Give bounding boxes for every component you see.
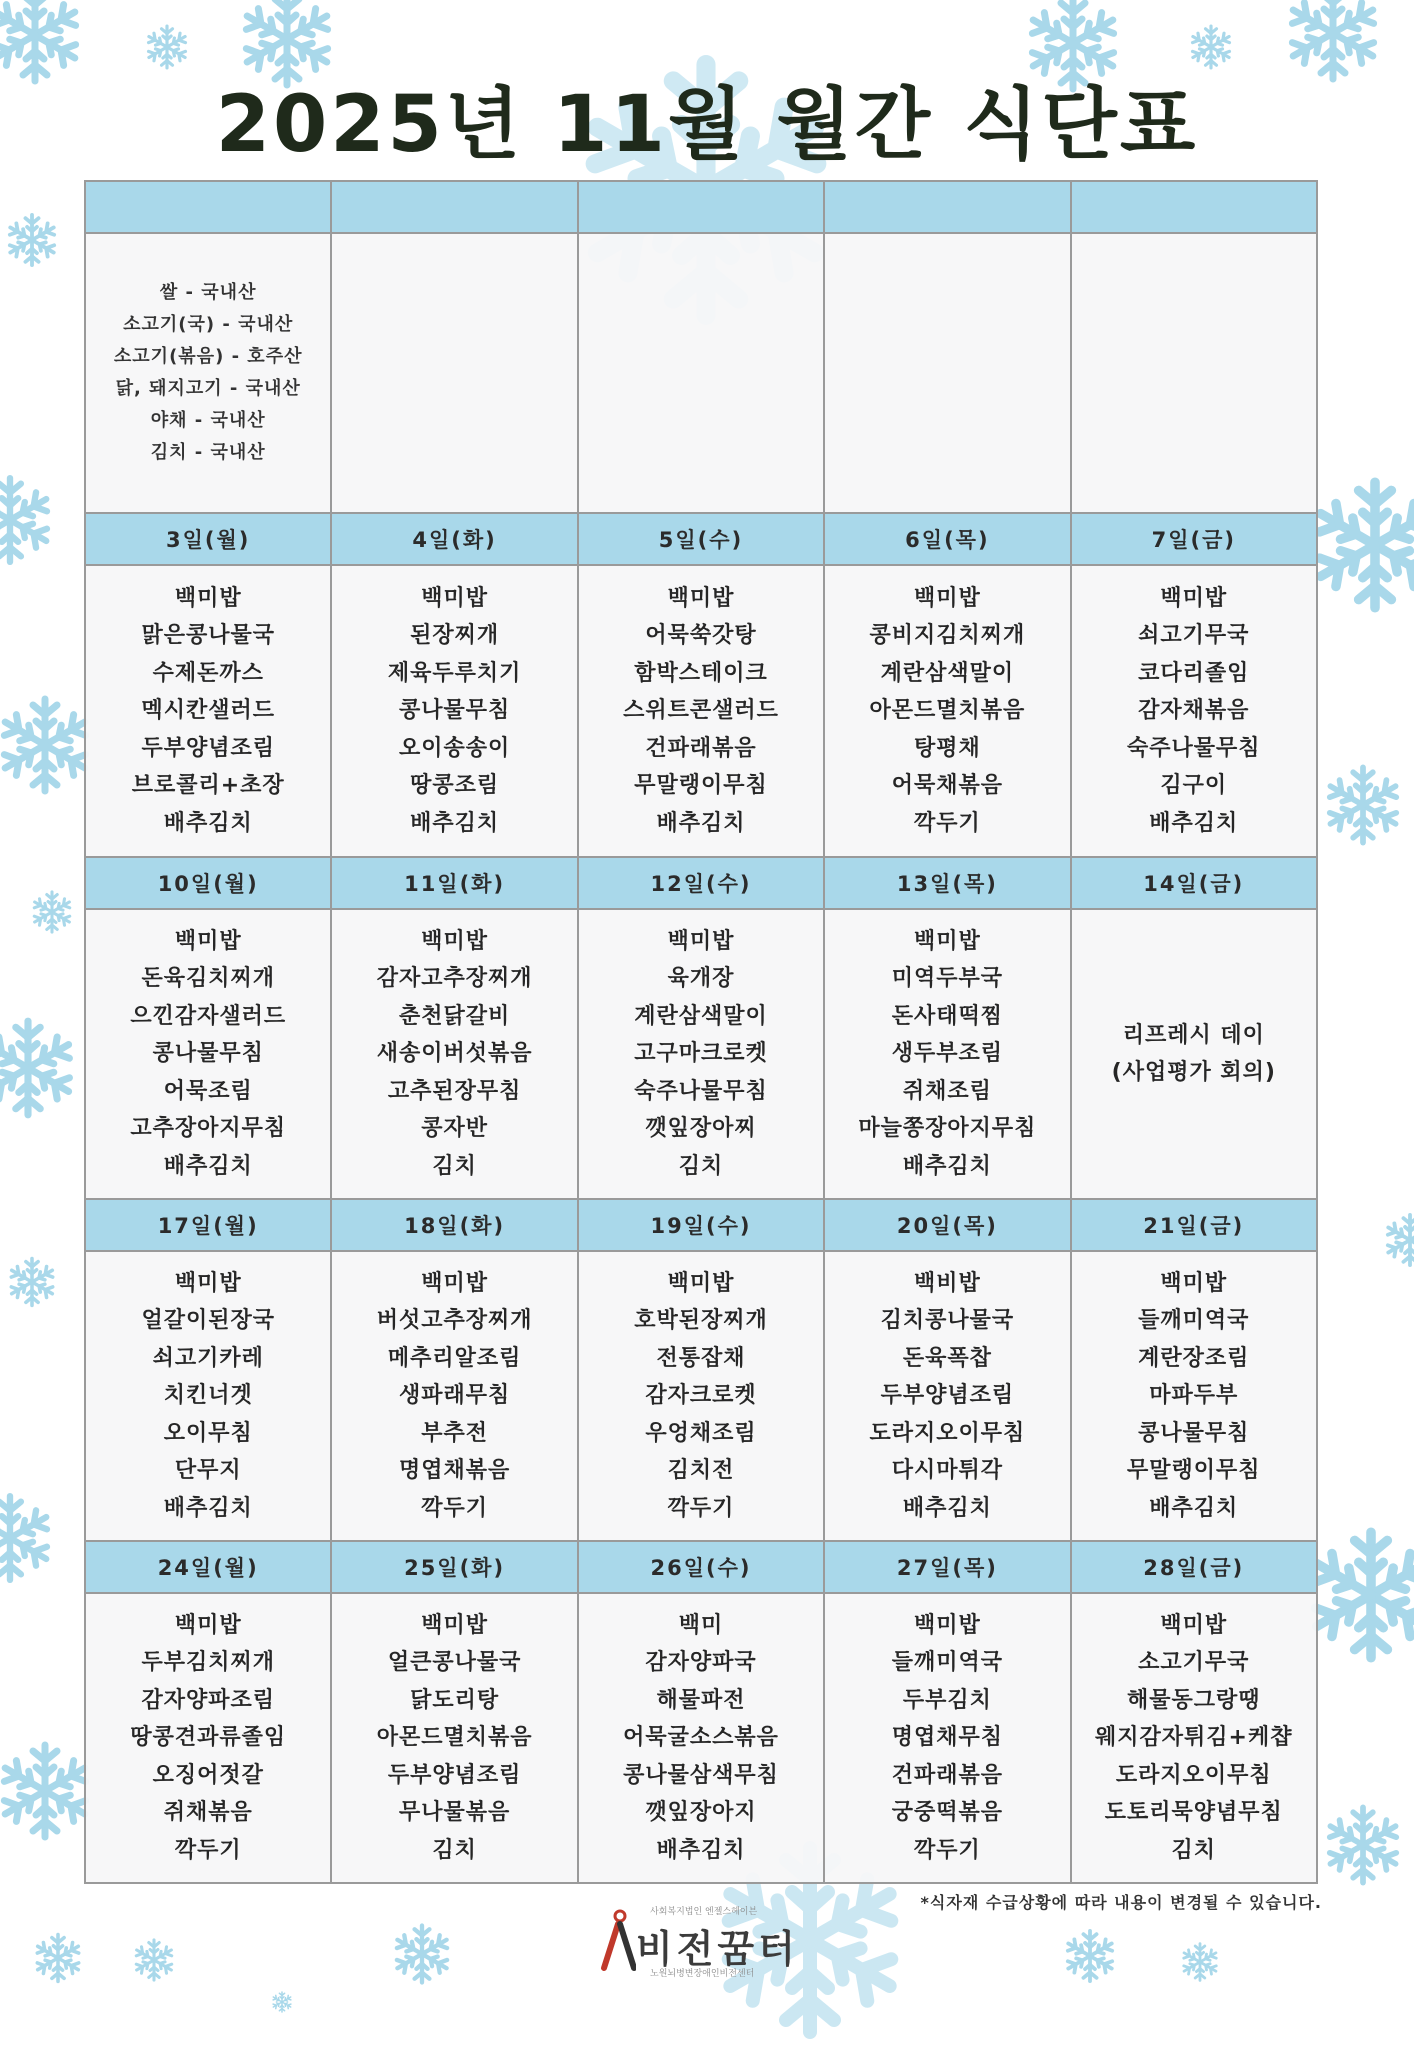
menu-item: 들깨미역국: [891, 1650, 1003, 1676]
day-header-row: [85, 857, 1317, 909]
snowflake-icon: [1060, 1926, 1120, 1986]
menu-item: 어묵굴소스볶음: [623, 1725, 779, 1751]
menu-item: 콩나물삼색무침: [623, 1762, 779, 1788]
day-menu-cell: [824, 1593, 1070, 1883]
snowflake-icon: [1178, 1940, 1222, 1984]
menu-item: 김치: [432, 1837, 477, 1863]
menu-item: 호박된장찌개: [634, 1308, 768, 1334]
menu-item: 쇠고기무국: [1138, 623, 1250, 649]
menu-item: 콩비지김치찌개: [869, 623, 1026, 649]
menu-item: 김치: [678, 1153, 724, 1179]
menu-item: 배추김치: [163, 810, 253, 836]
menu-item: 백미밥: [667, 585, 735, 611]
menu-item: 도라지오이무침: [1115, 1762, 1272, 1788]
day-menu-cell: [331, 1251, 577, 1541]
day-header: 20일(목): [824, 1199, 1070, 1251]
menu-item: 춘천닭갈비: [398, 1003, 511, 1029]
day-menu-cell: [1071, 909, 1317, 1199]
origin-line: 쌀 - 국내산: [159, 282, 257, 303]
menu-item: 쥐채조림: [902, 1078, 992, 1104]
snowflake-icon: [0, 470, 60, 570]
day-header: [578, 181, 824, 233]
menu-item: 육개장: [667, 966, 735, 992]
menu-item: 부추전: [421, 1420, 488, 1446]
menu-item: 닭도리탕: [410, 1687, 500, 1713]
menu-item: 계란장조림: [1138, 1345, 1250, 1371]
menu-item: 깍두기: [667, 1495, 735, 1521]
snowflake-icon: [30, 1930, 86, 1986]
menu-item: 깍두기: [913, 1837, 981, 1863]
day-header: 18일(화): [331, 1199, 577, 1251]
menu-item: 감자고추장찌개: [376, 966, 533, 992]
menu-item: 생파래무침: [398, 1383, 511, 1409]
person-logo-icon: [600, 1908, 636, 1972]
menu-item: 깍두기: [421, 1495, 488, 1521]
menu-item: 계란삼색말이: [634, 1003, 768, 1029]
menu-item: 돈육김치찌개: [141, 966, 275, 992]
menu-item: 어묵쑥갓탕: [645, 623, 757, 649]
menu-item: 깻잎장아지: [645, 1800, 757, 1826]
day-header: [824, 181, 1070, 233]
menu-item: 백미: [678, 1612, 724, 1638]
day-header: 13일(목): [824, 857, 1070, 909]
menu-item: 고구마크로켓: [634, 1041, 768, 1067]
menu-item: 코다리졸임: [1138, 660, 1250, 686]
menu-item: 백미밥: [667, 928, 735, 954]
menu-item: 쇠고기카레: [152, 1345, 264, 1371]
menu-item: 깍두기: [174, 1837, 242, 1863]
menu-item: 쥐채볶음: [163, 1800, 253, 1826]
menu-item: 명엽채무침: [891, 1725, 1003, 1751]
snowflake-icon: [4, 1254, 60, 1310]
snowflake-icon: [270, 1990, 294, 2014]
menu-item: 백미밥: [421, 1270, 488, 1296]
origin-line: 소고기(국) - 국내산: [123, 314, 294, 335]
day-header: 28일(금): [1071, 1541, 1317, 1593]
menu-item: 멕시칸샐러드: [141, 698, 275, 724]
menu-item: 어묵채볶음: [891, 773, 1003, 799]
day-menu-cell: [85, 1593, 331, 1883]
menu-item: 돈육폭찹: [902, 1345, 992, 1371]
day-header: 19일(수): [578, 1199, 824, 1251]
menu-item: 다시마튀각: [891, 1458, 1003, 1484]
menu-item: 건파래볶음: [645, 735, 757, 761]
menu-item: 전통잡채: [656, 1345, 746, 1371]
menu-item: 김치: [1171, 1837, 1217, 1863]
menu-item: 건파래볶음: [891, 1762, 1003, 1788]
menu-item: 백미밥: [913, 928, 981, 954]
menu-item: 배추김치: [1149, 810, 1239, 836]
menu-item: 돈사태떡찜: [891, 1003, 1003, 1029]
day-menu-cell: [1071, 1593, 1317, 1883]
menu-item: 감자크로켓: [645, 1383, 757, 1409]
menu-item: 소고기무국: [1138, 1650, 1250, 1676]
snowflake-icon: [0, 1012, 84, 1124]
logo-org-small: 사회복지법인 엔젤스헤이븐: [650, 1907, 758, 1917]
menu-item: 배추김치: [902, 1495, 992, 1521]
snowflake-icon: [1380, 1210, 1414, 1270]
menu-item: 백미밥: [1160, 1270, 1228, 1296]
special-day-subtitle: (사업평가 회의): [1111, 1060, 1276, 1085]
menu-item: 도라지오이무침: [869, 1420, 1026, 1446]
menu-item: 백미밥: [174, 928, 242, 954]
menu-item: 단무지: [174, 1458, 242, 1484]
menu-item: 배추김치: [902, 1153, 992, 1179]
menu-item: 무말랭이무침: [634, 773, 768, 799]
day-header: 21일(금): [1071, 1199, 1317, 1251]
footnote: *식자재 수급상황에 따라 내용이 변경될 수 있습니다.: [920, 1893, 1322, 1912]
snowflake-icon: [2, 210, 62, 270]
menu-item: 도토리묵양념무침: [1104, 1800, 1283, 1826]
day-header: 7일(금): [1071, 513, 1317, 565]
menu-row: [85, 1251, 1317, 1541]
menu-item: 스위트콘샐러드: [623, 698, 779, 724]
menu-item: 배추김치: [656, 810, 746, 836]
menu-item: 맑은콩나물국: [141, 623, 275, 649]
origin-line: 김치 - 국내산: [150, 442, 266, 463]
menu-item: 오이송송이: [398, 735, 511, 761]
origin-info: [85, 233, 331, 513]
menu-item: 콩나물무침: [398, 698, 511, 724]
day-menu-cell: [578, 565, 824, 857]
menu-item: 콩자반: [421, 1116, 488, 1142]
menu-item: 생두부조림: [891, 1041, 1003, 1067]
menu-item: 어묵조림: [163, 1078, 253, 1104]
menu-item: 무나물볶음: [398, 1800, 511, 1826]
menu-item: 미역두부국: [891, 966, 1003, 992]
day-header-row: [85, 513, 1317, 565]
day-menu-cell: [331, 909, 577, 1199]
menu-item: 새송이버섯볶음: [376, 1041, 533, 1067]
menu-item: 얼큰콩나물국: [387, 1650, 522, 1676]
day-header: 14일(금): [1071, 857, 1317, 909]
menu-item: 깍두기: [913, 810, 981, 836]
menu-item: 아몬드멸치볶음: [869, 698, 1026, 724]
menu-row: [85, 565, 1317, 857]
menu-item: 백미밥: [1160, 585, 1228, 611]
origin-row: [85, 233, 1317, 513]
menu-item: 숙주나물무침: [634, 1078, 768, 1104]
snowflake-icon: [1318, 1800, 1408, 1890]
menu-item: 계란삼색말이: [880, 660, 1015, 686]
menu-row: [85, 1593, 1317, 1883]
logo-name: 비전꿈터: [636, 1927, 799, 1971]
day-header: [85, 181, 331, 233]
menu-item: 콩나물무침: [152, 1041, 264, 1067]
menu-item: 배추김치: [1149, 1495, 1239, 1521]
snowflake-icon: [0, 1488, 60, 1588]
menu-item: 땅콩조림: [410, 773, 500, 799]
day-menu-cell: [824, 1251, 1070, 1541]
menu-item: 으낀감자샐러드: [130, 1003, 287, 1029]
day-header: 25일(화): [331, 1541, 577, 1593]
menu-item: 백미밥: [174, 585, 242, 611]
menu-item: 백미밥: [421, 928, 488, 954]
menu-item: 마파두부: [1149, 1383, 1239, 1409]
menu-item: 함박스테이크: [634, 660, 768, 686]
menu-item: 오징어젓갈: [152, 1762, 264, 1788]
day-menu-cell: [578, 1251, 824, 1541]
page-title: 2025년 11월 월간 식단표: [215, 80, 1199, 170]
menu-item: 탕평채: [913, 735, 981, 761]
menu-item: 고추장아지무침: [130, 1116, 287, 1142]
menu-item: 고추된장무침: [387, 1078, 522, 1104]
menu-item: 궁중떡볶음: [891, 1800, 1003, 1826]
menu-item: 배추김치: [163, 1495, 253, 1521]
menu-item: 백미밥: [913, 585, 981, 611]
origin-line: 야채 - 국내산: [150, 410, 266, 431]
menu-item: 백비밥: [913, 1270, 981, 1296]
snowflake-icon: [130, 1936, 178, 1984]
day-header: 6일(목): [824, 513, 1070, 565]
special-day-title: 리프레시 데이: [1122, 1022, 1265, 1048]
menu-item: 우엉채조림: [645, 1420, 757, 1446]
menu-item: 두부양념조림: [141, 735, 275, 761]
organization-logo: [590, 1900, 830, 1980]
menu-item: 버섯고추장찌개: [376, 1308, 533, 1334]
day-header: 24일(월): [85, 1541, 331, 1593]
menu-item: 깻잎장아찌: [645, 1116, 757, 1142]
day-header: 27일(목): [824, 1541, 1070, 1593]
menu-item: 치킨너겟: [163, 1383, 253, 1409]
snowflake-icon: [1318, 760, 1408, 850]
empty-cell: [1071, 233, 1317, 513]
day-menu-cell: [331, 1593, 577, 1883]
menu-item: 배추김치: [163, 1153, 253, 1179]
menu-item: 해물동그랑땡: [1127, 1687, 1261, 1713]
menu-item: 웨지감자튀김+케챱: [1095, 1725, 1293, 1751]
day-menu-cell: [331, 565, 577, 857]
day-menu-cell: [85, 909, 331, 1199]
menu-item: 두부김치: [902, 1687, 992, 1713]
day-menu-cell: [824, 909, 1070, 1199]
menu-item: 명엽채볶음: [398, 1458, 511, 1484]
day-menu-cell: [85, 565, 331, 857]
day-menu-cell: [1071, 565, 1317, 857]
menu-item: 브로콜리+초장: [131, 773, 285, 799]
menu-item: 해물파전: [656, 1687, 746, 1713]
menu-item: 숙주나물무침: [1127, 735, 1261, 761]
menu-item: 백미밥: [1160, 1612, 1228, 1638]
day-header: 26일(수): [578, 1541, 824, 1593]
origin-line: 닭, 돼지고기 - 국내산: [115, 378, 301, 399]
menu-item: 수제돈까스: [152, 660, 264, 686]
menu-item: 오이무침: [163, 1420, 253, 1446]
menu-item: 마늘쫑장아지무침: [858, 1116, 1037, 1142]
menu-item: 메추리알조림: [387, 1345, 522, 1371]
menu-item: 배추김치: [656, 1837, 746, 1863]
day-header: 3일(월): [85, 513, 331, 565]
menu-item: 백미밥: [421, 1612, 488, 1638]
menu-item: 두부양념조림: [880, 1383, 1015, 1409]
day-menu-cell: [578, 909, 824, 1199]
menu-row: [85, 909, 1317, 1199]
menu-item: 백미밥: [667, 1270, 735, 1296]
day-header-row: [85, 1199, 1317, 1251]
logo-subtitle: 노원뇌병변장애인비전센터: [650, 1969, 755, 1979]
menu-item: 땅콩견과류졸임: [130, 1725, 287, 1751]
menu-item: 감자양파국: [645, 1650, 757, 1676]
day-menu-cell: [85, 1251, 331, 1541]
menu-item: 김치콩나물국: [880, 1308, 1015, 1334]
menu-item: 아몬드멸치볶음: [376, 1725, 533, 1751]
day-header: 11일(화): [331, 857, 577, 909]
menu-item: 들깨미역국: [1138, 1308, 1250, 1334]
day-menu-cell: [1071, 1251, 1317, 1541]
menu-item: 콩나물무침: [1138, 1420, 1250, 1446]
day-menu-cell: [578, 1593, 824, 1883]
origin-line: 소고기(볶음) - 호주산: [113, 346, 303, 367]
day-header: [331, 181, 577, 233]
snowflake-icon: [28, 888, 76, 936]
empty-cell: [578, 233, 824, 513]
menu-item: 백미밥: [174, 1270, 242, 1296]
menu-item: 김치: [432, 1153, 477, 1179]
menu-item: 두부양념조림: [387, 1762, 522, 1788]
menu-item: 백미밥: [913, 1612, 981, 1638]
empty-cell: [331, 233, 577, 513]
menu-item: 무말랭이무침: [1127, 1458, 1261, 1484]
menu-item: 배추김치: [410, 810, 500, 836]
menu-item: 김치전: [667, 1458, 735, 1484]
menu-item: 감자양파조림: [141, 1687, 275, 1713]
meal-calendar: [84, 180, 1318, 1884]
menu-item: 된장찌개: [410, 623, 500, 649]
day-header-row: [85, 1541, 1317, 1593]
header-row-blank: [85, 181, 1317, 233]
menu-item: 김구이: [1160, 773, 1228, 799]
menu-item: 두부김치찌개: [141, 1650, 275, 1676]
day-menu-cell: [824, 565, 1070, 857]
menu-item: 제육두루치기: [387, 660, 522, 686]
day-header: [1071, 181, 1317, 233]
menu-item: 백미밥: [421, 585, 488, 611]
day-header: 10일(월): [85, 857, 331, 909]
snowflake-icon: [388, 1920, 456, 1988]
menu-item: 얼갈이된장국: [141, 1308, 275, 1334]
day-header: 17일(월): [85, 1199, 331, 1251]
empty-cell: [824, 233, 1070, 513]
day-header: 4일(화): [331, 513, 577, 565]
menu-item: 감자채볶음: [1138, 698, 1250, 724]
day-header: 5일(수): [578, 513, 824, 565]
menu-item: 백미밥: [174, 1612, 242, 1638]
day-header: 12일(수): [578, 857, 824, 909]
